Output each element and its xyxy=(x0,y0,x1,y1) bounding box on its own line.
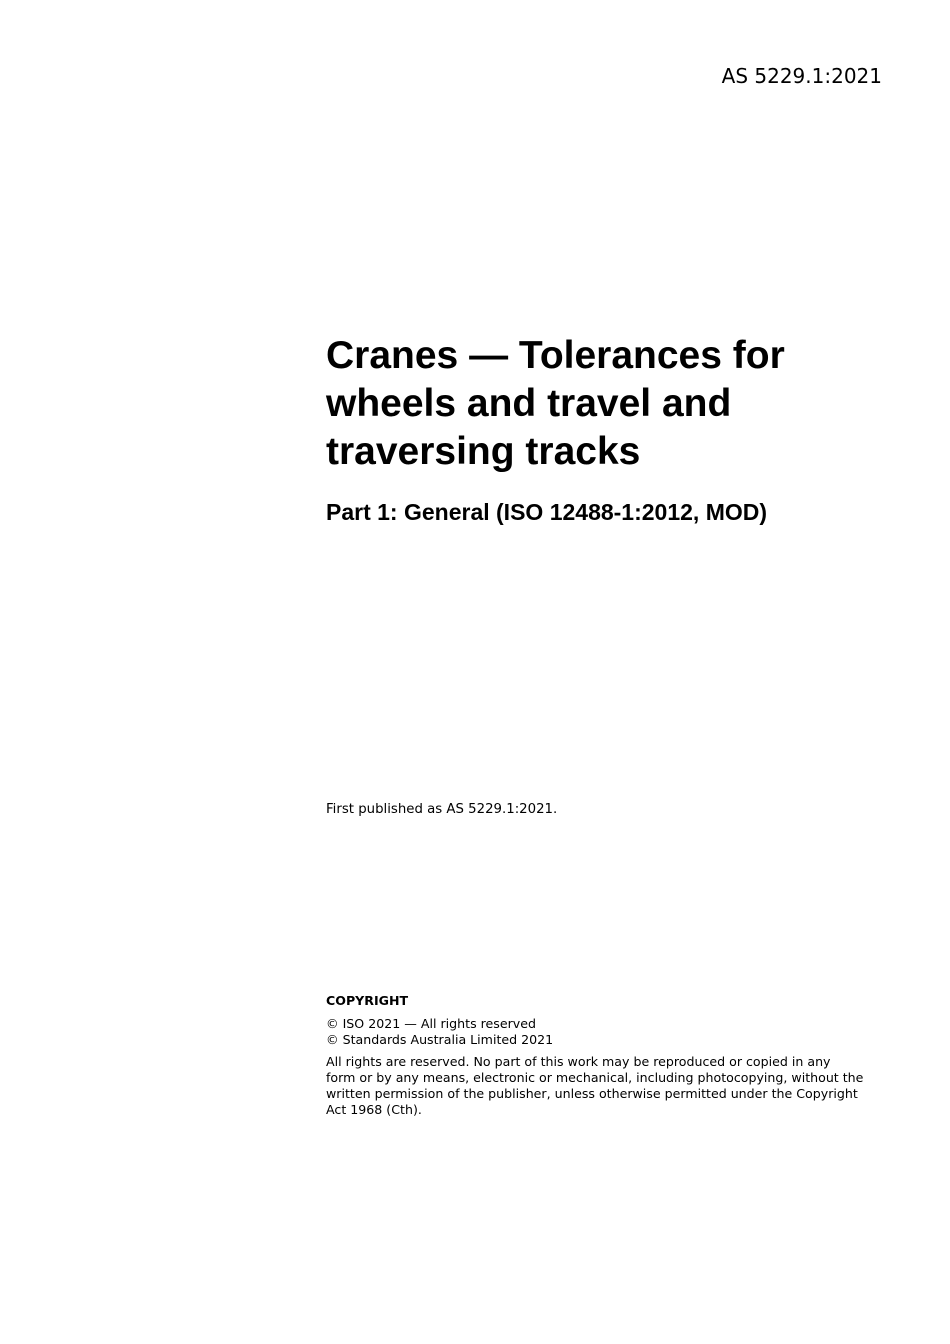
title-block xyxy=(326,332,886,527)
rights-notice-line: form or by any means, electronic or mechanical, including photocopying, without the xyxy=(326,1070,864,1085)
rights-notice xyxy=(326,1054,864,1118)
first-published-note: First published as AS 5229.1:2021. xyxy=(326,802,558,817)
document-number: AS 5229.1:2021 xyxy=(721,64,882,88)
rights-notice-line: Act 1968 (Cth). xyxy=(326,1102,422,1117)
copyright-line: © Standards Australia Limited 2021 xyxy=(326,1032,554,1047)
document-title xyxy=(326,332,886,476)
copyright-line: © ISO 2021 — All rights reserved xyxy=(326,1016,536,1031)
rights-notice-line: written permission of the publisher, unless otherwise permitted under the Copyright xyxy=(326,1086,858,1101)
rights-notice-line: All rights are reserved. No part of this work may be reproduced or copied in any xyxy=(326,1054,831,1069)
title-line: traversing tracks xyxy=(326,430,641,473)
copyright-block xyxy=(326,993,864,1118)
title-line: Cranes — Tolerances for xyxy=(326,334,785,377)
copyright-heading: COPYRIGHT xyxy=(326,993,409,1008)
document-subtitle: Part 1: General (ISO 12488-1:2012, MOD) xyxy=(326,499,768,525)
title-line: wheels and travel and xyxy=(326,382,732,425)
